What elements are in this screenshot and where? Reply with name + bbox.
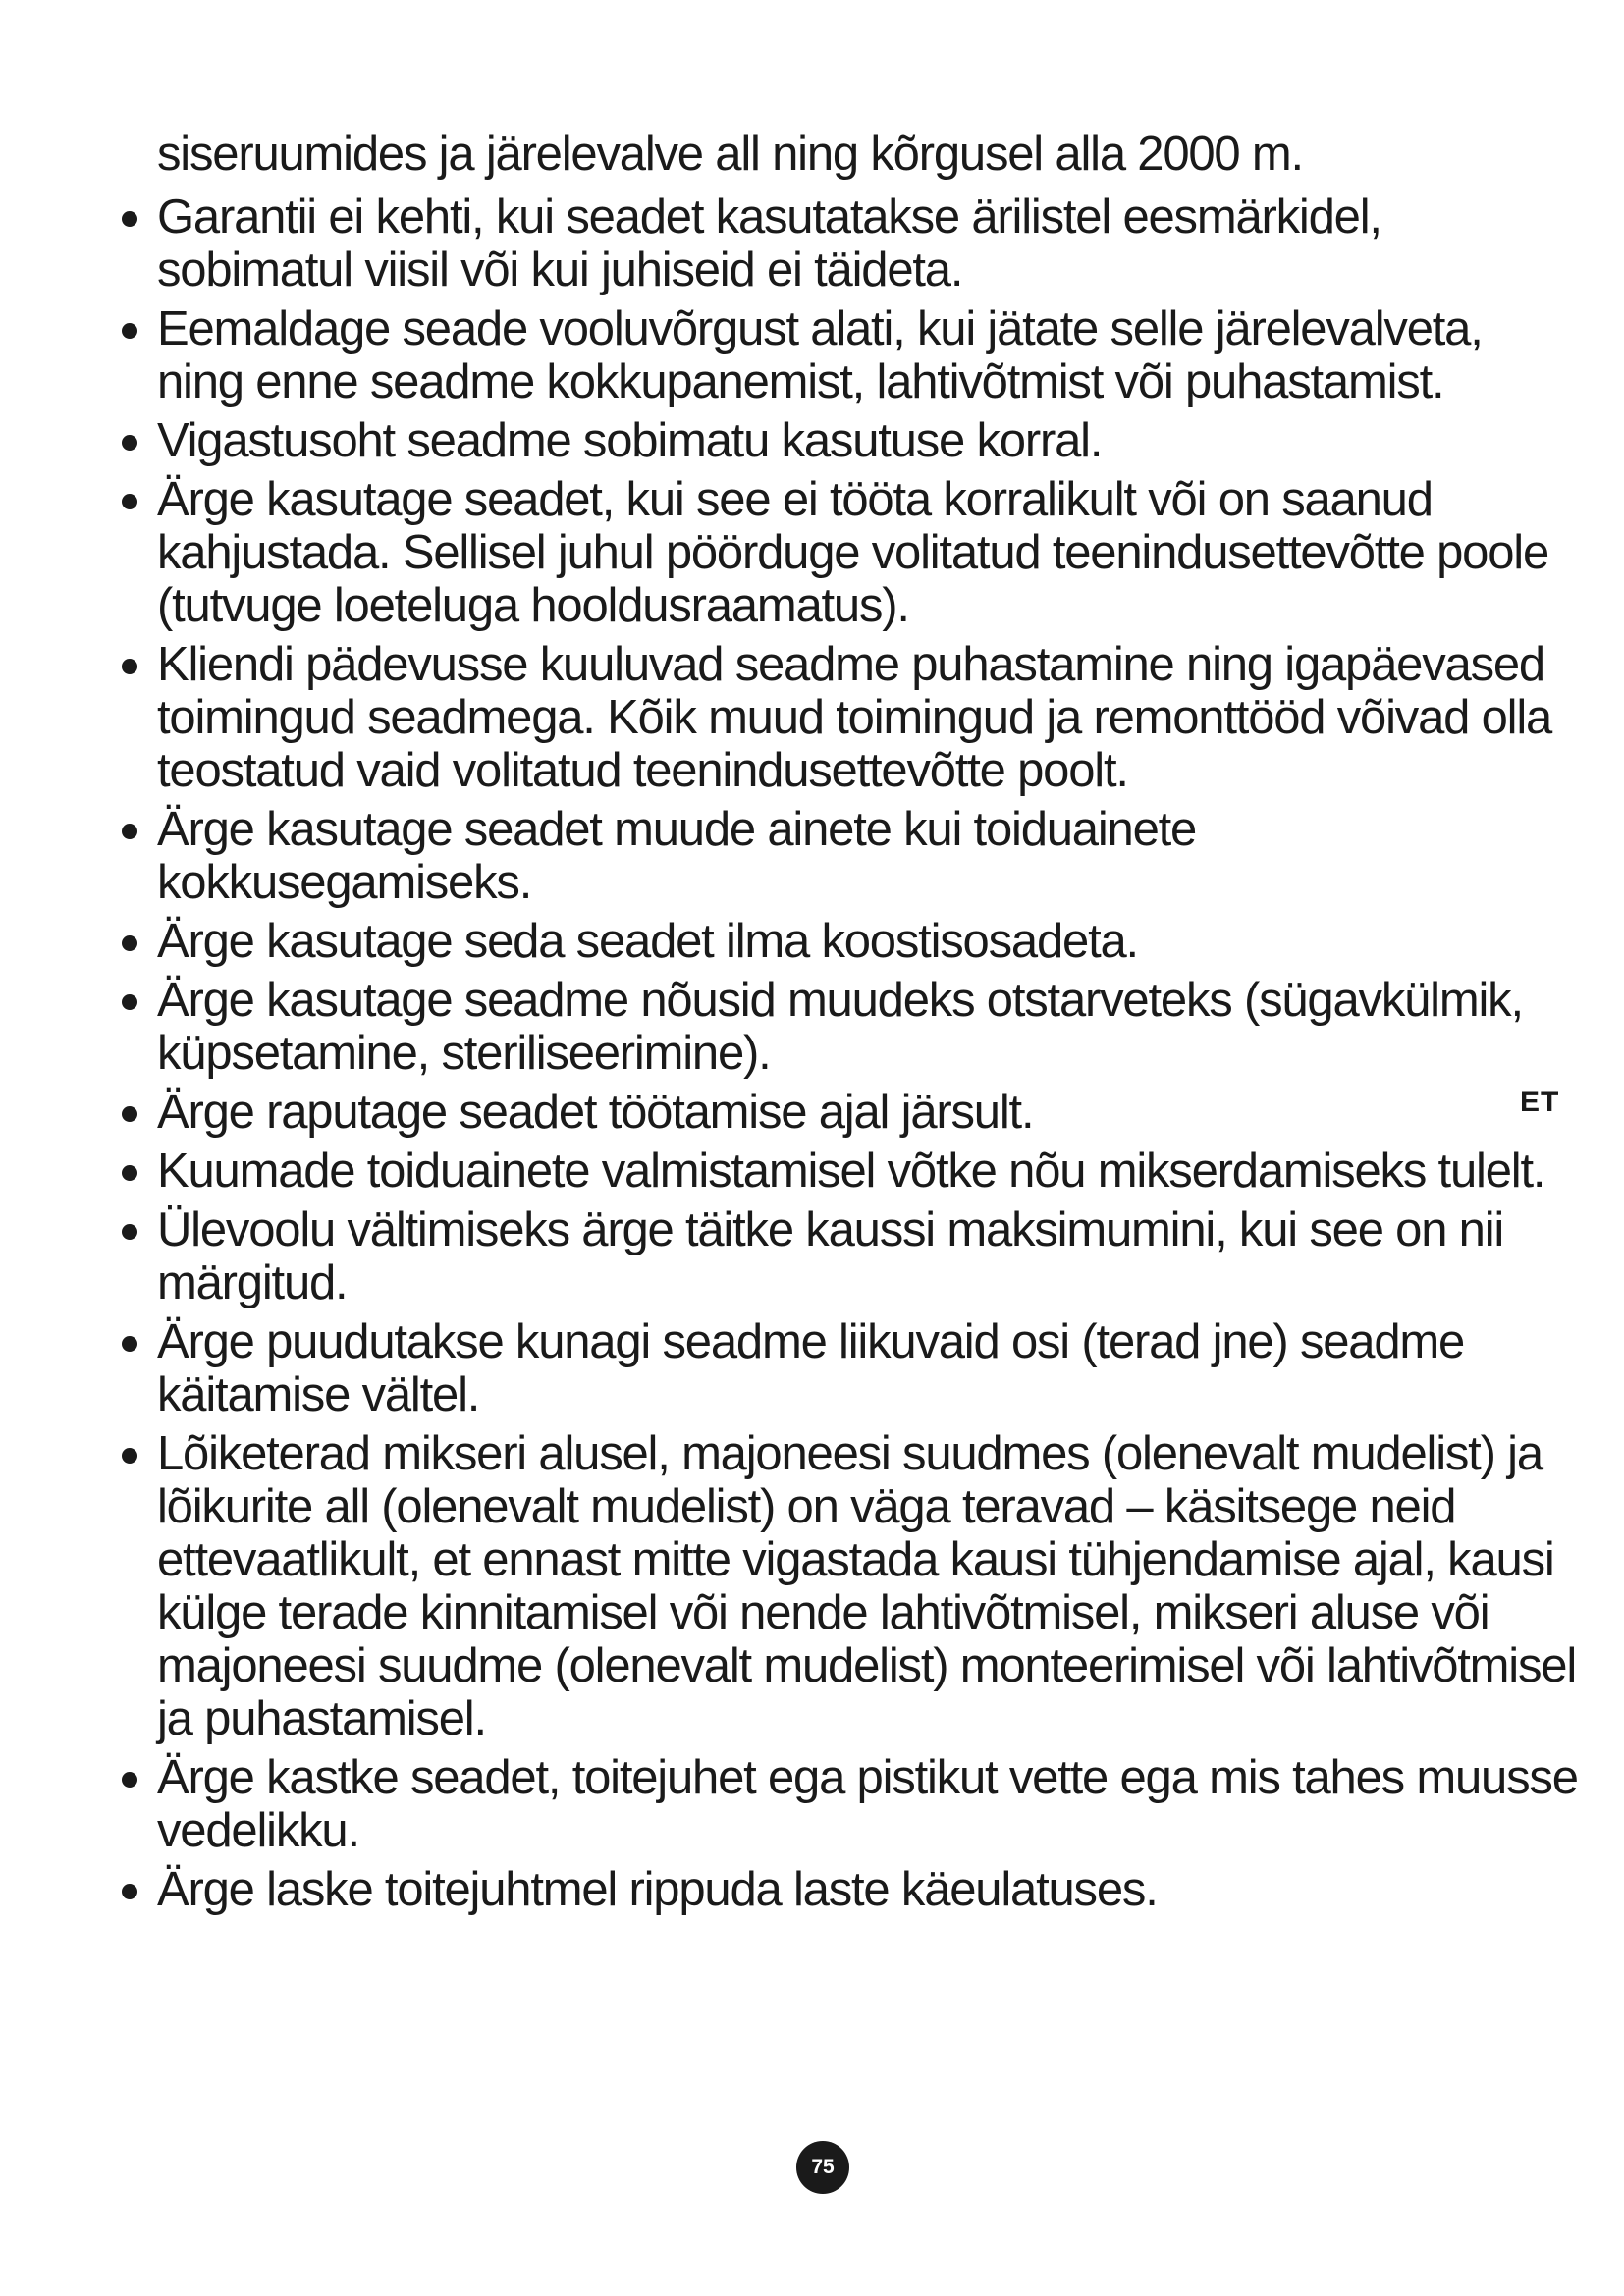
continuation-text: siseruumides ja järelevalve all ning kõrgusel alla 2000 m. (157, 128, 1303, 181)
list-item: Ülevoolu vältimiseks ärge täitke kaussi maksimumini, kui see on nii märgitud. (116, 1203, 1579, 1309)
page-number-badge: 75 (796, 2141, 849, 2194)
page-content (116, 126, 1579, 1922)
list-item: Lõiketerad mikseri alusel, majoneesi suudmes (olenevalt mudelist) ja lõikurite all (olenevalt mudelist) on väga teravad – käsitsege neid ettevaatlikult, et ennast mitte vigastada kausi tühjendamise ajal, kausi külge terade kinnitamisel või nende lahtivõtmisel, mikseri aluse või majoneesi suudme (olenevalt mudelist) monteerimisel või lahtivõtmisel ja puhastamisel. (116, 1427, 1579, 1745)
list-item: Ärge laske toitejuhtmel rippuda laste käeulatuses. (116, 1863, 1579, 1916)
language-tag: ET (1520, 1086, 1560, 1118)
list-item: Ärge kastke seadet, toitejuhet ega pistikut vette ega mis tahes muusse vedelikku. (116, 1751, 1579, 1857)
list-item: Ärge puudutakse kunagi seadme liikuvaid osi (terad jne) seadme käitamise vältel. (116, 1315, 1579, 1421)
list-item: Ärge kasutage seda seadet ilma koostisosadeta. (116, 915, 1579, 968)
list-item: Ärge raputage seadet töötamise ajal järsult. (116, 1086, 1579, 1139)
safety-instructions-list (116, 190, 1579, 1916)
list-item: Ärge kasutage seadme nõusid muudeks otstarveteks (sügavkülmik, küpsetamine, steriliseerimine). (116, 974, 1579, 1080)
list-item: Garantii ei kehti, kui seadet kasutatakse ärilistel eesmärkidel, sobimatul viisil või kui juhiseid ei täideta. (116, 190, 1579, 296)
list-item: Vigastusoht seadme sobimatu kasutuse korral. (116, 414, 1579, 467)
list-item: Ärge kasutage seadet, kui see ei tööta korralikult või on saanud kahjustada. Sellisel juhul pöörduge volitatud teenindusettevõtte poole (tutvuge loeteluga hooldusraamatus). (116, 473, 1579, 632)
list-item: Ärge kasutage seadet muude ainete kui toiduainete kokkusegamiseks. (116, 803, 1579, 909)
list-item: Kliendi pädevusse kuuluvad seadme puhastamine ning igapäevased toimingud seadmega. Kõik muud toimingud ja remonttööd võivad olla teostatud vaid volitatud teenindusettevõtte poolt. (116, 638, 1579, 797)
list-item: Kuumade toiduainete valmistamisel võtke nõu mikserdamiseks tulelt. (116, 1145, 1579, 1198)
list-item: Eemaldage seade vooluvõrgust alati, kui jätate selle järelevalveta, ning enne seadme kokkupanemist, lahtivõtmist või puhastamist. (116, 302, 1579, 408)
